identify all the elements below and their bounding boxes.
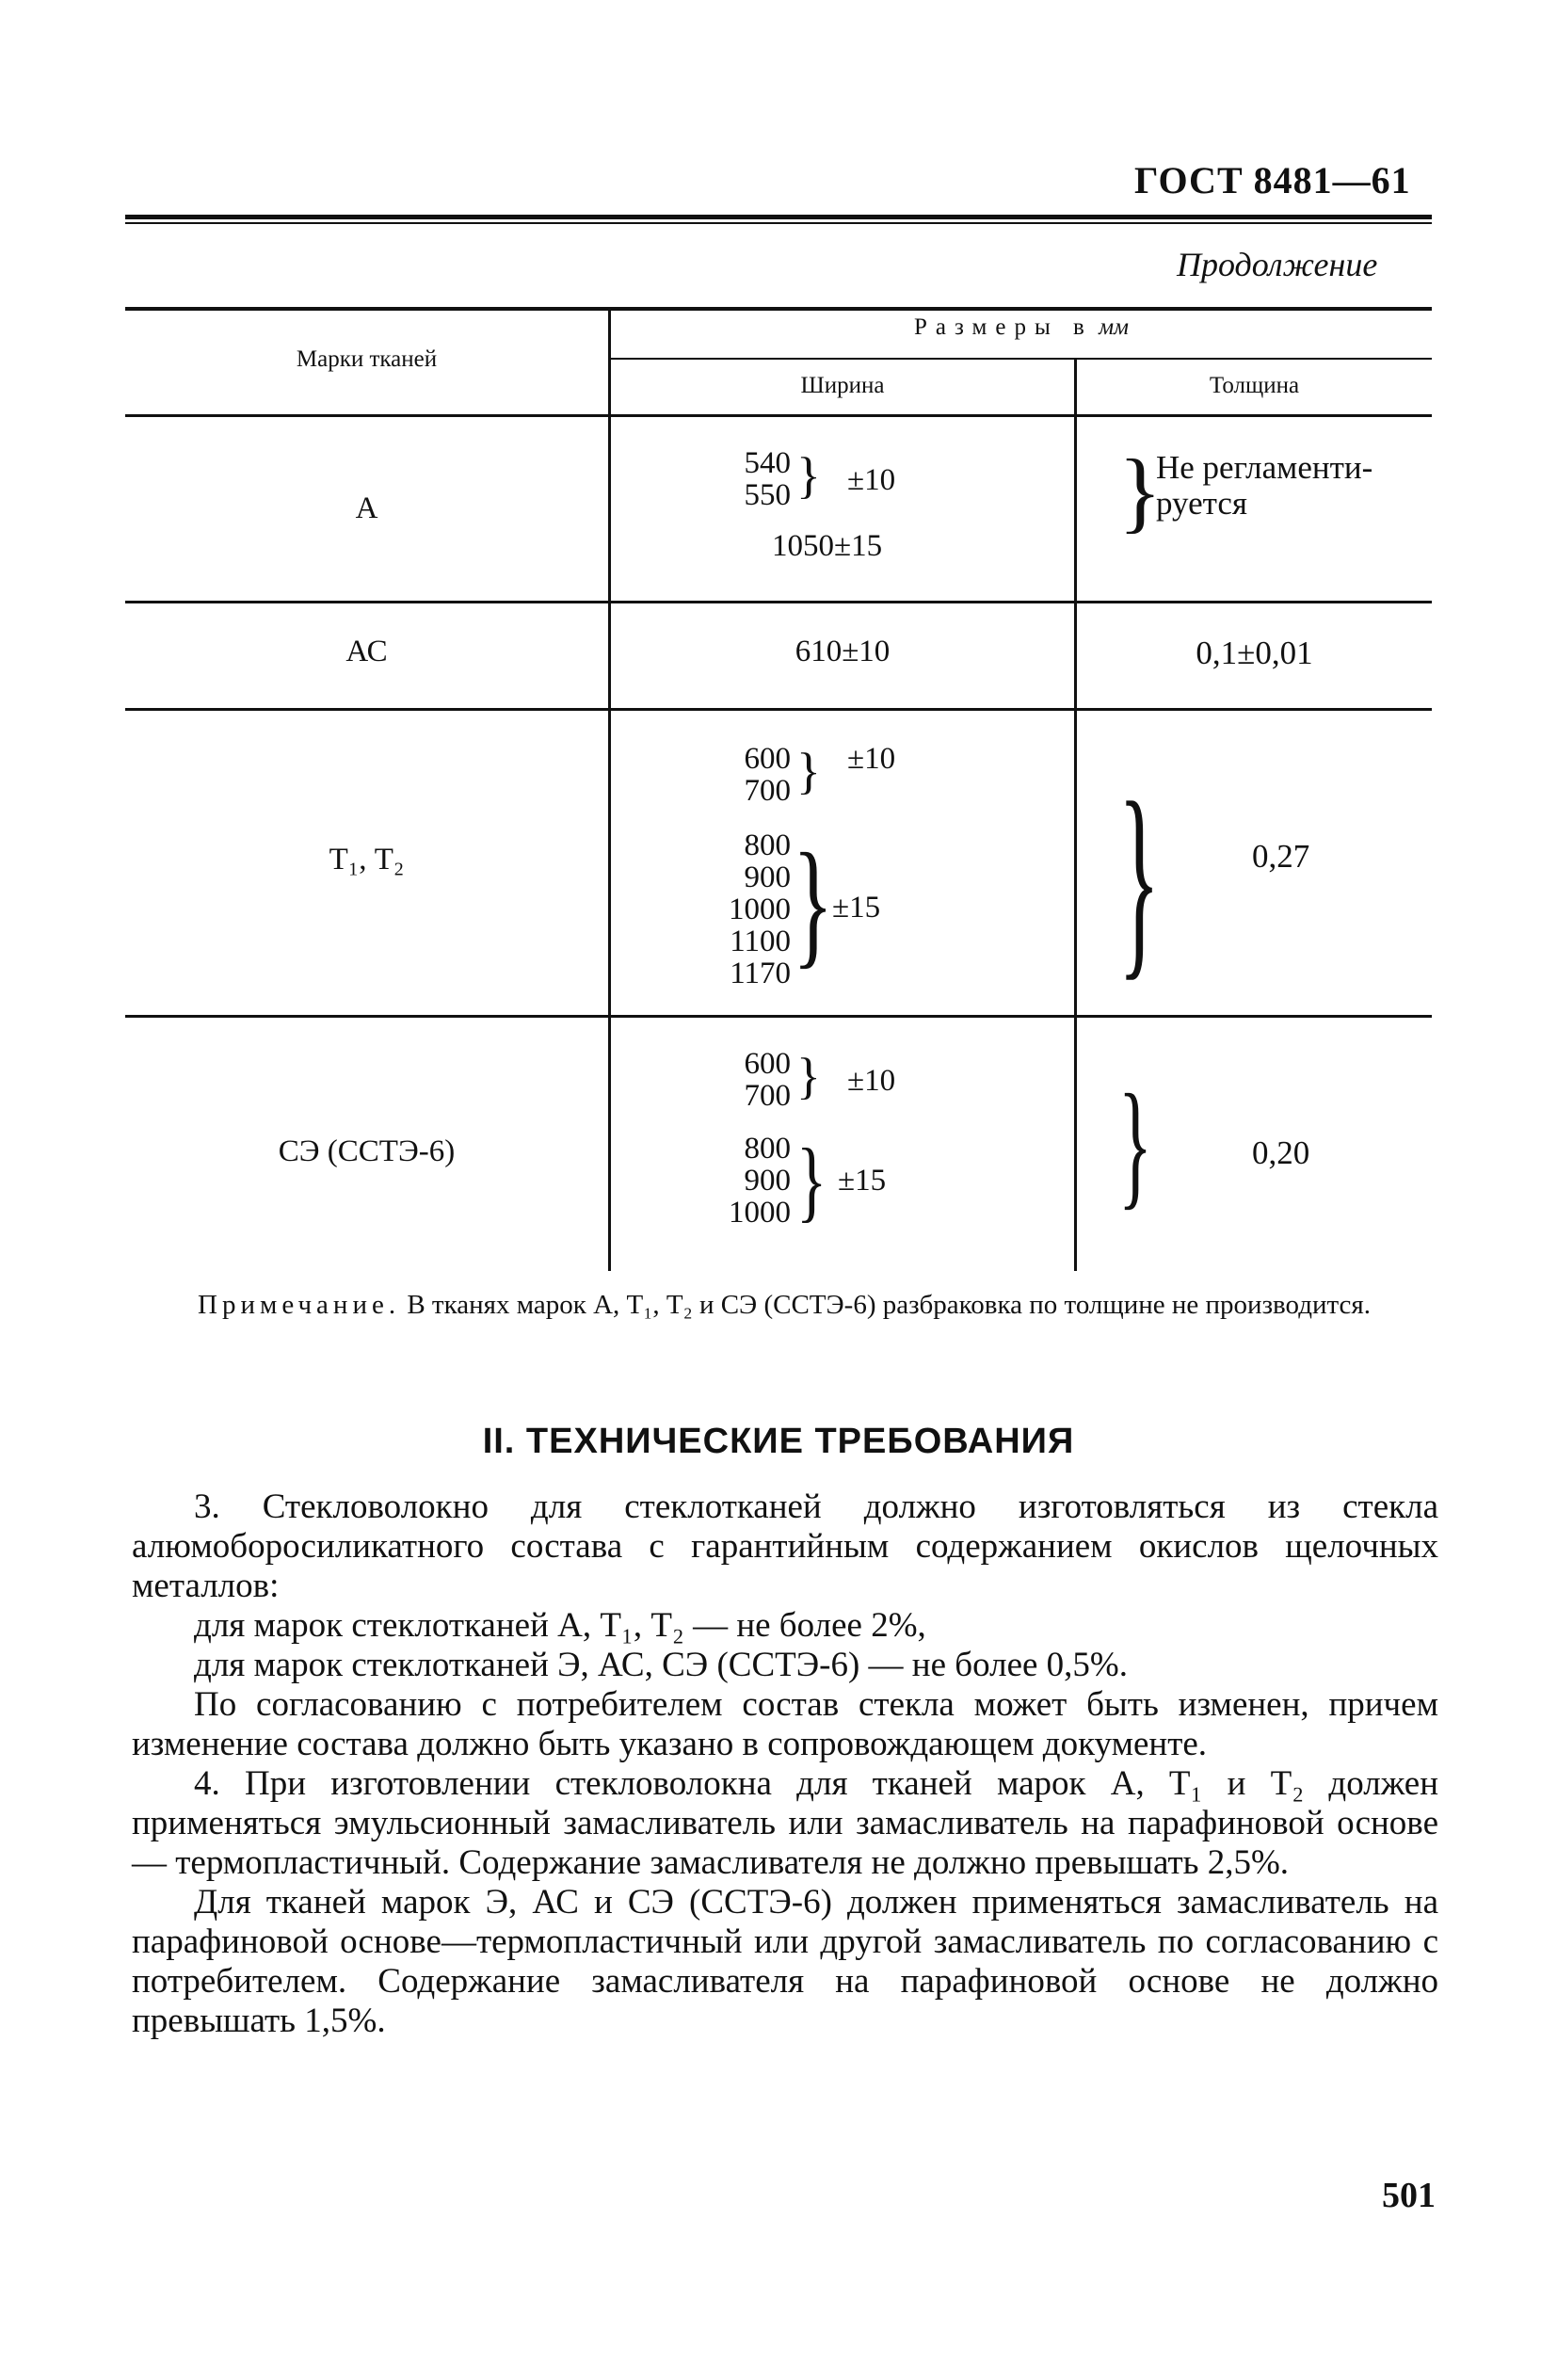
section-title: II. ТЕХНИЧЕСКИЕ ТРЕБОВАНИЯ: [482, 1422, 1075, 1461]
column-header-sizes: [611, 314, 1432, 341]
column-header-thickness: Толщина: [1209, 373, 1300, 398]
width-value: 540: [744, 446, 791, 480]
width-value: 1000: [729, 1196, 791, 1230]
tolerance: ±10: [847, 463, 896, 497]
column-header-width: Ширина: [800, 373, 885, 398]
brace: }: [1118, 758, 1161, 998]
paragraph-3-continuation: По согласованию с потребителем состав стекла может быть изменен, причем изменение состава должно быть указано в сопровождающем документе.: [132, 1685, 1438, 1763]
table-row-rule: [125, 1015, 1432, 1018]
table-row-rule: [125, 708, 1432, 711]
brace: }: [796, 1048, 821, 1104]
thickness-cell: 0,27: [1252, 838, 1310, 875]
paragraph-4: 4. При изготовлении стекловолокна для тканей марок А, Т₁ и Т₂ должен применяться эмульсионный замасливатель или замасливатель на парафиновой основе — термопластичный. Содержание замасливателя не должно превышать 2,5%.: [132, 1764, 1438, 1882]
width-value: 600: [744, 1047, 791, 1081]
paragraph-3-line-2: для марок стеклотканей Э, АС, СЭ (ССТЭ-6) — не более 0,5%.: [194, 1646, 1128, 1684]
grade-cell: А: [355, 491, 378, 525]
header-rule-thin: [125, 222, 1432, 224]
width-value: 900: [744, 860, 791, 894]
width-value: 800: [744, 1132, 791, 1166]
note-lead: Примечание.: [198, 1290, 401, 1320]
column-header-grade: Марки тканей: [296, 346, 438, 372]
width-value: 1050±15: [772, 529, 883, 563]
width-value: 550: [744, 478, 791, 512]
table-row-rule: [125, 601, 1432, 603]
body-text: [132, 1488, 1438, 2041]
width-value: 600: [744, 742, 791, 776]
continuation-label: Продолжение: [1177, 246, 1378, 283]
brace: }: [1118, 441, 1163, 541]
brace: }: [793, 825, 834, 981]
standard-number: ГОСТ 8481—61: [1134, 159, 1411, 201]
tolerance: ±15: [838, 1164, 887, 1198]
note-text: В тканях марок А, Т₁, Т₂ и СЭ (ССТЭ-6) разбраковка по толщине не производится.: [407, 1290, 1371, 1320]
thickness-cell: Не регламенти-руется: [1156, 449, 1373, 522]
brace: }: [796, 1130, 827, 1230]
table-top-rule: [125, 307, 1432, 311]
table-note: [198, 1288, 1450, 1322]
thickness-cell: 0,20: [1252, 1134, 1310, 1171]
tolerance: ±15: [832, 891, 881, 925]
sizes-unit: мм: [1099, 314, 1129, 340]
grade-cell: СЭ (ССТЭ-6): [278, 1134, 456, 1168]
paragraph-5: Для тканей марок Э, АС и СЭ (ССТЭ-6) должен применяться замасливатель на парафиновой основе—термопластичный или другой замасливатель по согласованию с потребителем. Содержание замасливателя на парафиновой основе не должно превышать 1,5%.: [132, 1883, 1438, 2040]
brace: }: [796, 447, 821, 504]
width-value: 700: [744, 774, 791, 808]
grade-cell: АС: [345, 635, 388, 668]
tolerance: ±10: [847, 1064, 896, 1098]
grade-cell: Т₁, Т₂: [329, 843, 405, 876]
sizes-label: Размеры в: [914, 314, 1093, 340]
width-value: 1000: [729, 892, 791, 926]
table-header-bottom-rule: [125, 414, 1432, 417]
width-value: 900: [744, 1164, 791, 1198]
header-rule: [125, 215, 1432, 219]
width-value: 800: [744, 828, 791, 862]
table-col-divider: [1074, 360, 1077, 1271]
paragraph-3: 3. Стекловолокно для стеклотканей должно изготовляться из стекла алюмоборосиликатного состава с гарантийным содержанием окислов щелочных металлов:: [132, 1488, 1438, 1605]
paragraph-3-line-1: для марок стеклотканей А, Т₁, Т₂ — не более 2%,: [194, 1606, 926, 1645]
table-col-divider: [608, 311, 611, 1271]
brace: }: [796, 743, 821, 799]
width-value: 1170: [730, 957, 791, 990]
brace: }: [1118, 1066, 1152, 1222]
width-value: 1100: [730, 925, 791, 958]
thickness-cell: 0,1±0,01: [1196, 635, 1313, 671]
tolerance: ±10: [847, 742, 896, 776]
page-number: 501: [1382, 2176, 1436, 2215]
table-subheader-rule: [610, 358, 1432, 360]
width-value: 700: [744, 1079, 791, 1113]
width-value: 610±10: [795, 635, 891, 668]
